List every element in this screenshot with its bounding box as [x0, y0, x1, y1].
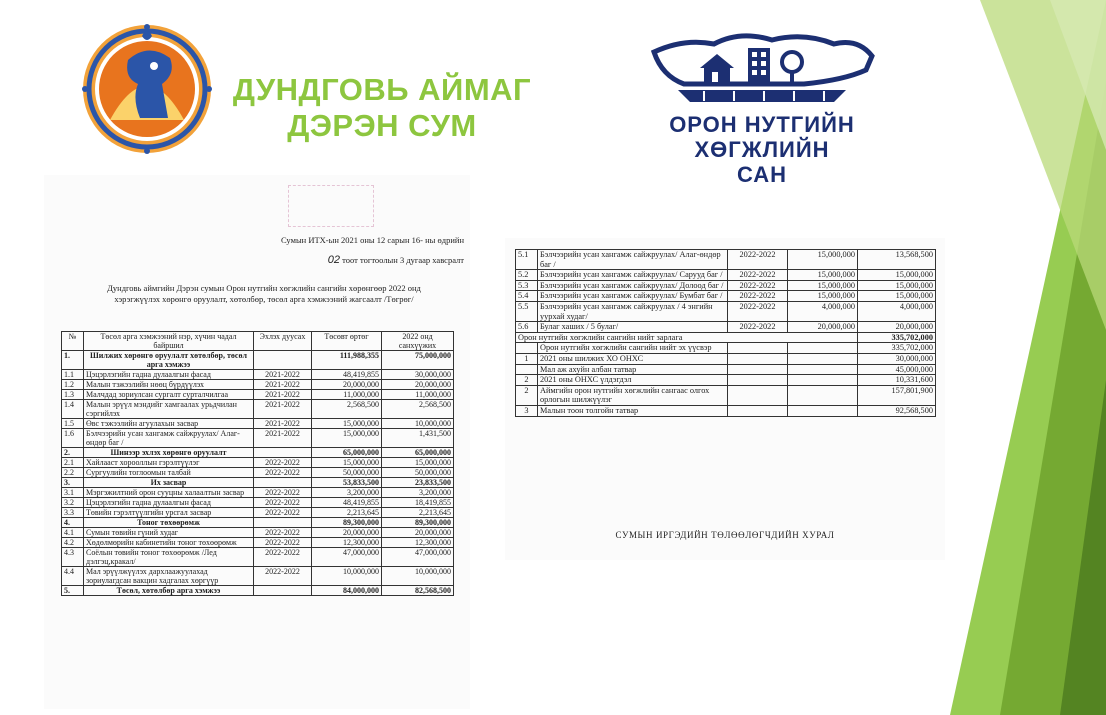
- row-years: 2021-2022: [254, 370, 312, 380]
- table-row: [516, 291, 936, 302]
- row-years: [254, 448, 312, 458]
- row-number: 1.4: [62, 400, 84, 419]
- row-cost: 11,000,000: [312, 390, 382, 400]
- row-cost: 48,419,855: [312, 498, 382, 508]
- fund-line-2: ХӨГЖЛИЙН: [694, 137, 830, 162]
- source-value: 157,801,900: [858, 385, 936, 405]
- table-row: [516, 322, 936, 333]
- table-row: [62, 390, 454, 400]
- row-years: 2021-2022: [254, 390, 312, 400]
- investment-table-continued: [515, 249, 936, 417]
- row-name: Бэлчээрийн усан хангамж сайжруулах/ Алаг-өндөр баг /: [538, 250, 728, 270]
- row-years: [254, 478, 312, 488]
- row-number: 3.3: [62, 508, 84, 518]
- row-fund: 50,000,000: [382, 468, 454, 478]
- row-years: 2021-2022: [254, 419, 312, 429]
- row-years: 2022-2022: [728, 270, 788, 281]
- row-years: 2021-2022: [254, 380, 312, 390]
- row-number: 5.4: [516, 291, 538, 302]
- row-years: [254, 518, 312, 528]
- row-fund: 2,568,500: [382, 400, 454, 419]
- fund-title: [640, 112, 884, 187]
- row-fund: 15,000,000: [858, 291, 936, 302]
- source-row: [516, 364, 936, 375]
- source-name: Аймгийн орон нутгийн хөгжлийн сангаас олгох орлогын шилжүүлэг: [538, 385, 728, 405]
- document-page-1: [44, 175, 470, 709]
- row-name: Сургуулийн тоглоомын талбай: [84, 468, 254, 478]
- source-value: 10,331,600: [858, 375, 936, 386]
- row-cost: 65,000,000: [312, 448, 382, 458]
- source-empty: [788, 405, 858, 416]
- row-number: 4.1: [62, 528, 84, 538]
- row-fund: 10,000,000: [382, 567, 454, 586]
- row-fund: 4,000,000: [858, 301, 936, 321]
- source-row: [516, 343, 936, 354]
- row-name: Хайлааст хорооллын гэрэлтүүлэг: [84, 458, 254, 468]
- source-empty: [728, 364, 788, 375]
- aimag-line-2: ДЭРЭН СУМ: [287, 108, 477, 143]
- row-fund: 15,000,000: [382, 458, 454, 468]
- source-number: [516, 343, 538, 354]
- row-fund: 82,568,500: [382, 586, 454, 596]
- source-empty: [788, 375, 858, 386]
- row-cost: 2,568,500: [312, 400, 382, 419]
- table-row: [62, 518, 454, 528]
- row-fund: 20,000,000: [382, 380, 454, 390]
- row-name: Бэлчээрийн усан хангамж сайжруулах/ Сарууд баг /: [538, 270, 728, 281]
- column-header: Төсөвт өртөг: [312, 332, 382, 351]
- row-cost: 12,300,000: [312, 538, 382, 548]
- row-years: 2022-2022: [728, 301, 788, 321]
- row-years: 2022-2022: [728, 322, 788, 333]
- decree-line-2: [239, 255, 464, 266]
- row-name: Төвийн гэрэлтүүлгийн урсгал засвар: [84, 508, 254, 518]
- row-cost: 89,300,000: [312, 518, 382, 528]
- table-row: [62, 538, 454, 548]
- row-fund: 23,833,500: [382, 478, 454, 488]
- table-row: [62, 400, 454, 419]
- source-empty: [728, 375, 788, 386]
- row-cost: 15,000,000: [312, 429, 382, 448]
- source-empty: [788, 385, 858, 405]
- source-value: 335,702,000: [858, 343, 936, 354]
- corner-decoration: [940, 0, 1106, 715]
- row-name: Шинээр эхлэх хөрөнгө оруулалт: [84, 448, 254, 458]
- table-row: [62, 370, 454, 380]
- table-row: [62, 419, 454, 429]
- source-row: [516, 353, 936, 364]
- row-fund: 47,000,000: [382, 548, 454, 567]
- source-empty: [788, 353, 858, 364]
- row-years: 2022-2022: [254, 548, 312, 567]
- source-name: 2021 оны шилжих ХО ОНХС: [538, 353, 728, 364]
- fund-line-3: САН: [736, 162, 788, 187]
- row-fund: 89,300,000: [382, 518, 454, 528]
- source-name: Малын тоон толгойн татвар: [538, 405, 728, 416]
- total-label: Орон нутгийн хөгжлийн сангийн нийт зарлага: [516, 332, 858, 343]
- row-cost: 20,000,000: [788, 322, 858, 333]
- row-name: Мэргэжилтний орон сууцны халаалтын засвар: [84, 488, 254, 498]
- table-row: [62, 528, 454, 538]
- row-fund: 20,000,000: [382, 528, 454, 538]
- document-page-2: [505, 238, 945, 560]
- row-number: 4.3: [62, 548, 84, 567]
- row-fund: 12,300,000: [382, 538, 454, 548]
- source-name: Орон нутгийн хөгжлийн сангийн нийт эх үүсвэр: [538, 343, 728, 354]
- fund-logo-icon: [644, 30, 880, 110]
- row-cost: 48,419,855: [312, 370, 382, 380]
- council-title: СУМЫН ИРГЭДИЙН ТӨЛӨӨЛӨГЧДИЙН ХУРАЛ: [615, 530, 835, 540]
- row-cost: 15,000,000: [788, 280, 858, 291]
- row-number: 5.6: [516, 322, 538, 333]
- row-cost: 15,000,000: [788, 291, 858, 302]
- row-number: 5.: [62, 586, 84, 596]
- source-number: 2: [516, 375, 538, 386]
- row-cost: 50,000,000: [312, 468, 382, 478]
- document-title: Дундговь аймгийн Дэрэн сумын Орон нутгийн хөгжлийн сангийн хөрөнгөөр 2022 онд хэрэгжүүлэх хөрөнгө оруулалт, хөтөлбөр, төсөл арга хэмжээний жагсаалт /Төгрөг/: [107, 283, 421, 304]
- row-name: Хөдөлмөрийн кабинетийн тоног төхөөрөмж: [84, 538, 254, 548]
- column-header: №: [62, 332, 84, 351]
- row-years: 2021-2022: [254, 429, 312, 448]
- row-years: 2022-2022: [728, 250, 788, 270]
- table-row: [62, 429, 454, 448]
- source-row: [516, 405, 936, 416]
- aimag-title: [232, 72, 532, 144]
- source-empty: [788, 364, 858, 375]
- row-years: 2022-2022: [728, 280, 788, 291]
- row-years: [254, 586, 312, 596]
- table-row: [62, 458, 454, 468]
- table-row: [62, 488, 454, 498]
- row-fund: 1,431,500: [382, 429, 454, 448]
- row-fund: 3,200,000: [382, 488, 454, 498]
- row-years: 2022-2022: [254, 468, 312, 478]
- row-number: 4.4: [62, 567, 84, 586]
- row-name: Өвс тэжээлийн агуулахын засвар: [84, 419, 254, 429]
- row-number: 1.5: [62, 419, 84, 429]
- row-name: Их засвар: [84, 478, 254, 488]
- stamp-mark: [288, 185, 374, 227]
- row-fund: 15,000,000: [858, 280, 936, 291]
- row-cost: 53,833,500: [312, 478, 382, 488]
- row-name: Төсөл, хөтөлбөр арга хэмжээ: [84, 586, 254, 596]
- source-empty: [728, 353, 788, 364]
- row-name: Цэцэрлэгийн гадна дулаалгын фасад: [84, 498, 254, 508]
- column-header: 2022 онд санхүүжих: [382, 332, 454, 351]
- row-fund: 11,000,000: [382, 390, 454, 400]
- source-row: [516, 385, 936, 405]
- row-years: 2022-2022: [254, 538, 312, 548]
- table-row: [62, 380, 454, 390]
- row-number: 5.3: [516, 280, 538, 291]
- table-row: [62, 351, 454, 370]
- source-number: 1: [516, 353, 538, 364]
- table-row: [62, 478, 454, 488]
- row-number: 1.3: [62, 390, 84, 400]
- investment-table: [61, 331, 454, 596]
- row-number: 1.2: [62, 380, 84, 390]
- row-fund: 18,419,855: [382, 498, 454, 508]
- table-row: [62, 508, 454, 518]
- row-name: Тоног төхөөрөмж: [84, 518, 254, 528]
- row-years: 2022-2022: [254, 498, 312, 508]
- row-fund: 20,000,000: [858, 322, 936, 333]
- row-number: 2.: [62, 448, 84, 458]
- row-years: [254, 351, 312, 370]
- table-row: [62, 498, 454, 508]
- row-name: Булаг хаших / 5 булаг/: [538, 322, 728, 333]
- row-years: 2022-2022: [254, 488, 312, 498]
- row-cost: 3,200,000: [312, 488, 382, 498]
- row-fund: 15,000,000: [858, 270, 936, 281]
- row-years: 2022-2022: [728, 291, 788, 302]
- row-cost: 20,000,000: [312, 380, 382, 390]
- source-empty: [788, 343, 858, 354]
- row-name: Мал эрүүлжүүлэх дархлаажуулахад зориулагдсан вакцин хадгалах хөргүүр: [84, 567, 254, 586]
- row-name: Бэлчээрийн усан хангамж сайжруулах / 4 энгийн уурхай худаг/: [538, 301, 728, 321]
- source-number: 3: [516, 405, 538, 416]
- table-row: [62, 586, 454, 596]
- column-header: Эхлэх дуусах: [254, 332, 312, 351]
- row-number: 4.: [62, 518, 84, 528]
- table-row: [516, 270, 936, 281]
- row-number: 2.1: [62, 458, 84, 468]
- source-name: 2021 оны ОНХС үлдэгдэл: [538, 375, 728, 386]
- row-fund: 2,213,645: [382, 508, 454, 518]
- row-number: 5.5: [516, 301, 538, 321]
- row-number: 1.: [62, 351, 84, 370]
- row-cost: 111,988,355: [312, 351, 382, 370]
- table-row: [516, 280, 936, 291]
- row-name: Малын эрүүл мэндийг хамгаалах урьдчилан сэргийлэх: [84, 400, 254, 419]
- decree-line: Сумын ИТХ-ын 2021 оны 12 сарын 16- ны өдрийн: [280, 235, 464, 245]
- row-years: 2022-2022: [254, 508, 312, 518]
- row-cost: 15,000,000: [312, 419, 382, 429]
- row-name: Соёлын төвийн тоног төхөөрөмж /Лед дэлгэц,кракал/: [84, 548, 254, 567]
- source-row: [516, 375, 936, 386]
- row-cost: 2,213,645: [312, 508, 382, 518]
- row-fund: 13,568,500: [858, 250, 936, 270]
- row-fund: 10,000,000: [382, 419, 454, 429]
- row-fund: 75,000,000: [382, 351, 454, 370]
- row-years: 2021-2022: [254, 400, 312, 419]
- row-cost: 20,000,000: [312, 528, 382, 538]
- source-empty: [728, 343, 788, 354]
- fund-line-1: ОРОН НУТГИЙН: [669, 112, 855, 137]
- row-number: 4.2: [62, 538, 84, 548]
- row-years: 2022-2022: [254, 528, 312, 538]
- table-row: [62, 548, 454, 567]
- row-cost: 4,000,000: [788, 301, 858, 321]
- row-years: 2022-2022: [254, 458, 312, 468]
- row-cost: 10,000,000: [312, 567, 382, 586]
- decree-number: 02: [327, 254, 341, 266]
- total-value: 335,702,000: [858, 332, 936, 343]
- row-number: 2.2: [62, 468, 84, 478]
- source-name: Мал аж ахуйн албан татвар: [538, 364, 728, 375]
- row-cost: 15,000,000: [788, 250, 858, 270]
- table-row: [62, 567, 454, 586]
- decree-line-2-text: тоот тогтоолын 3 дугаар хавсралт: [342, 255, 464, 265]
- row-name: Цэцэрлэгийн гадна дулаалгын фасад: [84, 370, 254, 380]
- source-value: 30,000,000: [858, 353, 936, 364]
- row-name: Сумын төвийн гүний худаг: [84, 528, 254, 538]
- row-number: 3.: [62, 478, 84, 488]
- source-value: 92,568,500: [858, 405, 936, 416]
- source-value: 45,000,000: [858, 364, 936, 375]
- row-number: 1.6: [62, 429, 84, 448]
- row-name: Бэлчээрийн усан хангамж сайжруулах/ Долоод баг /: [538, 280, 728, 291]
- row-cost: 15,000,000: [788, 270, 858, 281]
- column-header: Төсөл арга хэмжээний нэр, хүчин чадал байршил: [84, 332, 254, 351]
- source-number: [516, 364, 538, 375]
- table-row: [62, 468, 454, 478]
- row-cost: 47,000,000: [312, 548, 382, 567]
- source-empty: [728, 405, 788, 416]
- row-name: Бэлчээрийн усан хангамж сайжруулах/ Бумбат баг /: [538, 291, 728, 302]
- row-number: 5.2: [516, 270, 538, 281]
- table-row: [516, 250, 936, 270]
- table-row: [62, 448, 454, 458]
- row-number: 1.1: [62, 370, 84, 380]
- source-number: 2: [516, 385, 538, 405]
- row-fund: 30,000,000: [382, 370, 454, 380]
- source-empty: [728, 385, 788, 405]
- row-name: Малчдад зориулсан сургалт сурталчилгаа: [84, 390, 254, 400]
- row-number: 3.2: [62, 498, 84, 508]
- row-years: 2022-2022: [254, 567, 312, 586]
- row-cost: 84,000,000: [312, 586, 382, 596]
- row-fund: 65,000,000: [382, 448, 454, 458]
- table-row: [516, 301, 936, 321]
- row-name: Малын тэжээлийн нөөц бүрдүүлэх: [84, 380, 254, 390]
- row-name: Шилжих хөрөнгө оруулалт хөтөлбөр, төсөл арга хэмжээ: [84, 351, 254, 370]
- sum-emblem-icon: [80, 22, 214, 156]
- total-row: [516, 332, 936, 343]
- row-cost: 15,000,000: [312, 458, 382, 468]
- row-number: 5.1: [516, 250, 538, 270]
- row-name: Бэлчээрийн усан хангамж сайжруулах/ Алаг-өндөр баг /: [84, 429, 254, 448]
- aimag-line-1: ДУНДГОВЬ АЙМАГ: [232, 72, 532, 107]
- row-number: 3.1: [62, 488, 84, 498]
